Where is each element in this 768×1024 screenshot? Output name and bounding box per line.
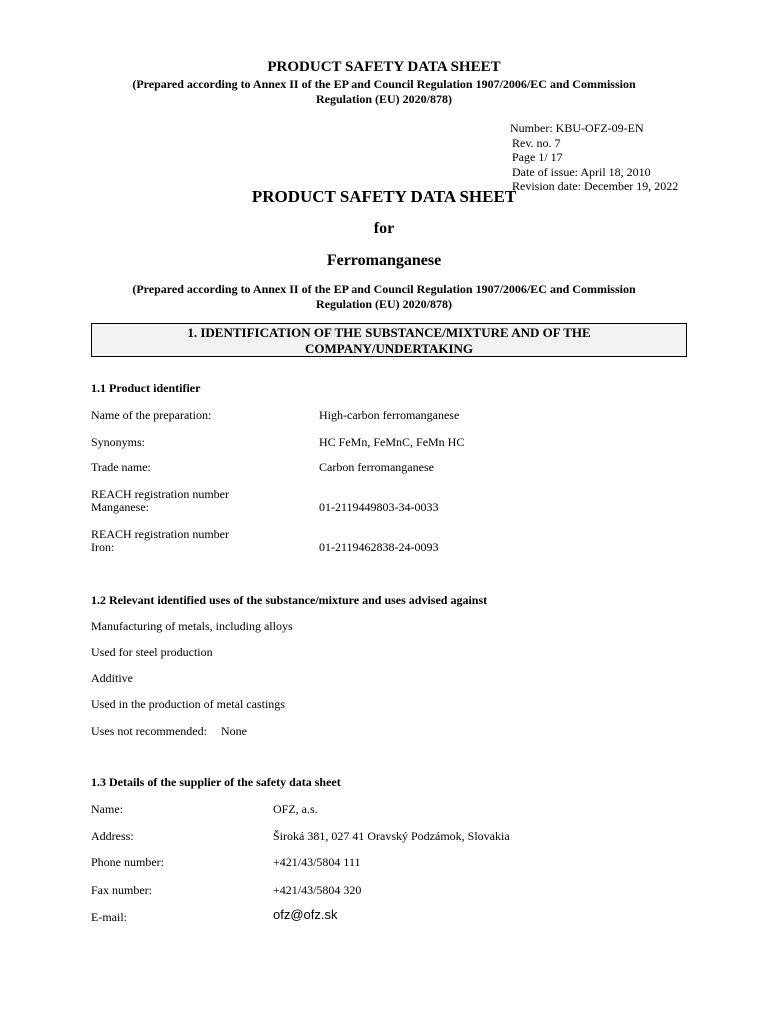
section-1-heading-line1: 1. IDENTIFICATION OF THE SUBSTANCE/MIXTURE AND OF THE <box>187 325 591 340</box>
reach-manganese-label: REACH registration number <box>91 487 229 501</box>
reach-iron-label: REACH registration number <box>91 527 229 541</box>
supplier-phone-value: +421/43/5804 111 <box>273 855 361 869</box>
preparation-name-label: Name of the preparation: <box>91 408 212 422</box>
supplier-name-label: Name: <box>91 802 123 816</box>
subsection-1-1-title: 1.1 Product identifier <box>91 381 201 395</box>
main-title: PRODUCT SAFETY DATA SHEET <box>251 187 517 206</box>
supplier-address-value: Široká 381, 027 41 Oravský Podzámok, Slovakia <box>273 829 510 843</box>
page-number: Page 1/ 17 <box>512 150 563 164</box>
revision-date: Revision date: December 19, 2022 <box>512 179 679 193</box>
uses-not-recommended-label: Uses not recommended: <box>91 724 207 738</box>
use-item: Used in the production of metal castings <box>91 697 285 711</box>
date-of-issue: Date of issue: April 18, 2010 <box>512 164 651 179</box>
document-number: Number: KBU-OFZ-09-EN <box>510 121 644 135</box>
title-subtitle-line1: (Prepared according to Annex II of the EP and Council Regulation 1907/2006/EC and Commission <box>132 282 636 296</box>
document-header-title: PRODUCT SAFETY DATA SHEET <box>267 59 501 75</box>
synonyms-label: Synonyms: <box>91 435 146 449</box>
subsection-1-2-title: 1.2 Relevant identified uses of the substance/mixture and uses advised against <box>91 593 488 607</box>
supplier-fax-value: +421/43/5804 320 <box>273 883 362 897</box>
header-subtitle-line1: (Prepared according to Annex II of the EP and Council Regulation 1907/2006/EC and Commission <box>132 77 636 91</box>
title-for: for <box>373 220 395 237</box>
reach-iron-value: 01-2119462838-24-0093 <box>319 540 439 554</box>
trade-name-label: Trade name: <box>91 460 151 474</box>
use-item: Used for steel production <box>91 645 213 659</box>
reach-manganese-value: 01-2119449803-34-0033 <box>319 500 439 514</box>
product-name: Ferromanganese <box>326 252 442 269</box>
reach-iron-sublabel: Iron: <box>91 540 115 554</box>
supplier-fax-label: Fax number: <box>91 883 152 897</box>
revision-number: Rev. no. 7 <box>512 135 561 150</box>
supplier-name-value: OFZ, a.s. <box>273 802 318 816</box>
section-1-heading <box>91 323 687 357</box>
document-meta <box>510 121 678 194</box>
uses-not-recommended <box>91 724 247 739</box>
subsection-1-3-title: 1.3 Details of the supplier of the safety data sheet <box>91 775 341 789</box>
preparation-name-value: High-carbon ferromanganese <box>319 408 460 422</box>
use-item: Additive <box>91 671 133 685</box>
title-subtitle-line2: Regulation (EU) 2020/878) <box>316 297 452 311</box>
section-1-heading-line2: COMPANY/UNDERTAKING <box>304 341 474 356</box>
header-subtitle-line2: Regulation (EU) 2020/878) <box>316 92 452 106</box>
supplier-email-label: E-mail: <box>91 910 127 924</box>
use-item: Manufacturing of metals, including alloys <box>91 619 293 633</box>
supplier-address-label: Address: <box>91 829 134 843</box>
supplier-phone-label: Phone number: <box>91 855 164 869</box>
reach-manganese-sublabel: Manganese: <box>91 500 149 514</box>
synonyms-value: HC FeMn, FeMnC, FeMn HC <box>319 435 465 449</box>
supplier-email-link[interactable]: ofz@ofz.sk <box>273 907 338 922</box>
trade-name-value: Carbon ferromanganese <box>319 460 434 474</box>
uses-not-recommended-value: None <box>220 724 247 738</box>
